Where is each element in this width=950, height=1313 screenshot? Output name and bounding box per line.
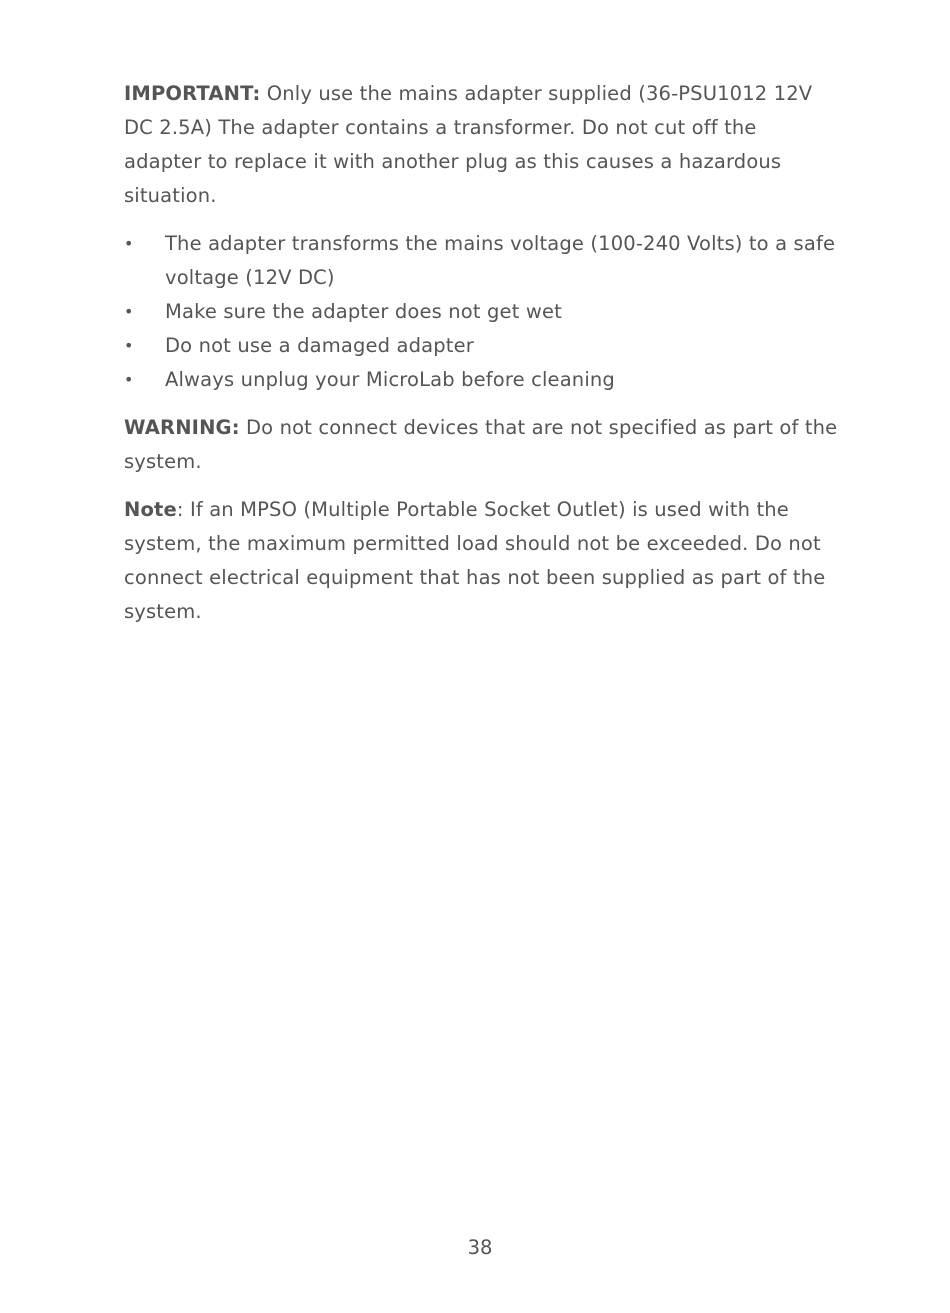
- bullet-icon: •: [124, 302, 134, 321]
- paragraph-spacer: [124, 479, 840, 493]
- list-item: [124, 227, 840, 295]
- important-label: IMPORTANT:: [124, 82, 261, 105]
- bullet-icon: •: [124, 234, 134, 253]
- warning-text: Do not connect devices that are not specified as part of the system.: [124, 416, 838, 473]
- warning-label: WARNING:: [124, 416, 240, 439]
- note-label: Note: [124, 498, 177, 521]
- page-number: 38: [467, 1236, 493, 1259]
- list-item: [124, 295, 840, 329]
- list-item-text: Do not use a damaged adapter: [165, 334, 474, 357]
- important-text: Only use the mains adapter supplied (36-PSU1012 12V DC 2.5A) The adapter contains a transformer. Do not cut off the adapter to replace it with another plug as this causes a hazardous situation.: [124, 82, 813, 207]
- list-item-text: The adapter transforms the mains voltage (100-240 Volts) to a safe voltage (12V DC): [165, 232, 836, 289]
- list-item: [124, 363, 840, 397]
- important-paragraph: [124, 77, 840, 213]
- page-content: [124, 77, 840, 629]
- list-item-text: Always unplug your MicroLab before cleaning: [165, 368, 615, 391]
- bullet-icon: •: [124, 336, 134, 355]
- note-text: : If an MPSO (Multiple Portable Socket Outlet) is used with the system, the maximum permitted load should not be exceeded. Do not connect electrical equipment that has not been supplied as part of the system.: [124, 498, 826, 623]
- note-paragraph: [124, 493, 840, 629]
- list-item: [124, 329, 840, 363]
- bullet-icon: •: [124, 370, 134, 389]
- list-item-text: Make sure the adapter does not get wet: [165, 300, 562, 323]
- safety-bullet-list: [124, 227, 840, 397]
- warning-paragraph: [124, 411, 840, 479]
